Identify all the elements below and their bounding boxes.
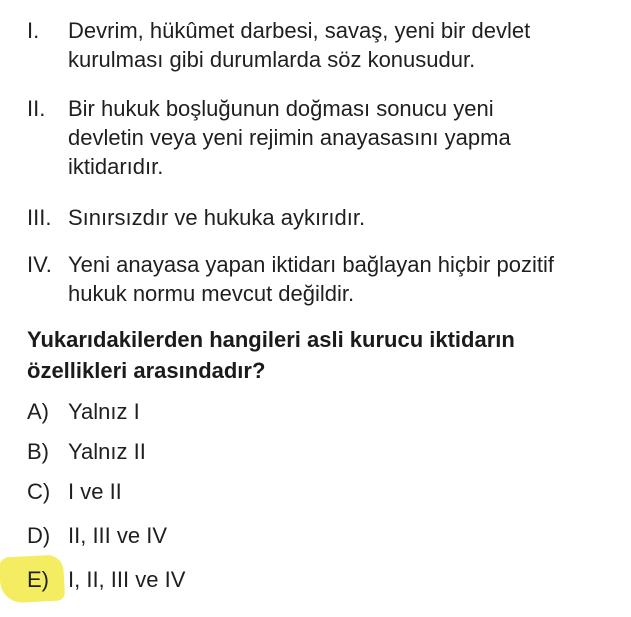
statement-number: II. — [27, 96, 46, 121]
question-line: Yukarıdakilerden hangileri asli kurucu iktidarın — [27, 327, 515, 352]
statement-number: III. — [27, 205, 52, 230]
option-letter: A) — [27, 399, 49, 424]
answer-option-e[interactable] — [27, 566, 185, 594]
statement-text — [68, 203, 618, 232]
question-prompt — [27, 324, 515, 386]
option-text: Yalnız I — [68, 399, 140, 424]
statement-line: Devrim, hükûmet darbesi, savaş, yeni bir devlet — [68, 18, 531, 43]
option-letter: E) — [27, 567, 49, 592]
option-text: II, III ve IV — [68, 523, 168, 548]
statement-text — [68, 250, 618, 308]
statement-text — [68, 16, 618, 74]
statement-line: devletin veya yeni rejimin anayasasını yapma — [68, 125, 511, 150]
question-line: özellikleri arasındadır? — [27, 358, 266, 383]
answer-option-b[interactable] — [27, 438, 146, 466]
answer-option-c[interactable] — [27, 478, 122, 506]
option-letter: D) — [27, 523, 51, 548]
statement-line: iktidarıdır. — [68, 154, 164, 179]
option-letter: B) — [27, 439, 49, 464]
statement-line: hukuk normu mevcut değildir. — [68, 281, 355, 306]
statement-line: Sınırsızdır ve hukuka aykırıdır. — [68, 205, 366, 230]
answer-option-d[interactable] — [27, 522, 167, 550]
statement-text — [68, 94, 618, 181]
option-text: Yalnız II — [68, 439, 146, 464]
option-letter: C) — [27, 479, 51, 504]
statement-number: IV. — [27, 252, 52, 277]
statement-line: Yeni anayasa yapan iktidarı bağlayan hiçbir pozitif — [68, 252, 554, 277]
answer-option-a[interactable] — [27, 398, 140, 426]
statement-number: I. — [27, 18, 40, 43]
option-text: I, II, III ve IV — [68, 567, 186, 592]
statement-line: kurulması gibi durumlarda söz konusudur. — [68, 47, 476, 72]
statement-line: Bir hukuk boşluğunun doğması sonucu yeni — [68, 96, 494, 121]
option-text: I ve II — [68, 479, 122, 504]
